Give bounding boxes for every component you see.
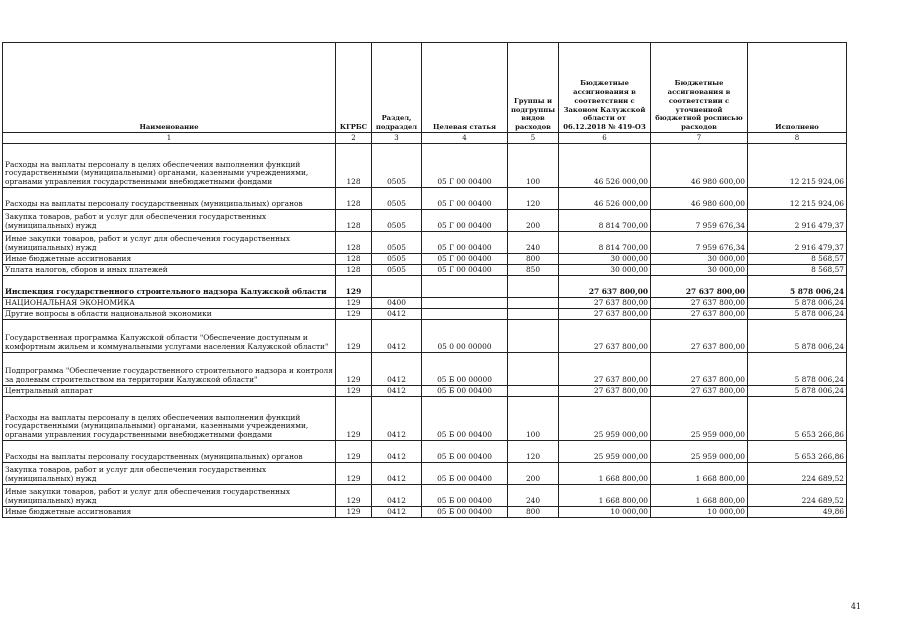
row-section: 0505 bbox=[372, 210, 422, 232]
row-law-amount: 27 637 800,00 bbox=[559, 353, 651, 386]
row-executed-amount: 49,86 bbox=[748, 507, 847, 518]
row-name: Расходы на выплаты персоналу в целях обеспечения выполнения функций государственными (муниципальными) органами, казенными учреждениями, органами управления государственными внебюджетными фондами bbox=[3, 144, 336, 188]
table-row bbox=[3, 485, 847, 507]
row-plan-amount: 27 637 800,00 bbox=[651, 276, 748, 298]
row-law-amount: 27 637 800,00 bbox=[559, 276, 651, 298]
row-section: 0412 bbox=[372, 353, 422, 386]
row-article: 05 Г 00 00400 bbox=[422, 188, 508, 210]
row-article: 05 0 00 00000 bbox=[422, 320, 508, 353]
row-law-amount: 10 000,00 bbox=[559, 507, 651, 518]
row-plan-amount: 7 959 676,34 bbox=[651, 232, 748, 254]
row-executed-amount: 8 568,57 bbox=[748, 254, 847, 265]
row-plan-amount: 27 637 800,00 bbox=[651, 320, 748, 353]
row-group: 240 bbox=[508, 232, 559, 254]
row-executed-amount: 2 916 479,37 bbox=[748, 210, 847, 232]
row-name: Иные закупки товаров, работ и услуг для обеспечения государственных (муниципальных) нужд bbox=[3, 232, 336, 254]
table-row bbox=[3, 144, 847, 188]
row-kgrbs: 128 bbox=[336, 210, 372, 232]
table-row bbox=[3, 210, 847, 232]
row-name: Иные бюджетные ассигнования bbox=[3, 254, 336, 265]
header-section: Раздел, подраздел bbox=[372, 43, 422, 133]
column-number: 2 bbox=[336, 133, 372, 144]
row-law-amount: 46 526 000,00 bbox=[559, 144, 651, 188]
row-name: Иные закупки товаров, работ и услуг для обеспечения государственных (муниципальных) нужд bbox=[3, 485, 336, 507]
row-kgrbs: 129 bbox=[336, 441, 372, 463]
row-plan-amount: 30 000,00 bbox=[651, 265, 748, 276]
row-executed-amount: 5 878 006,24 bbox=[748, 353, 847, 386]
row-executed-amount: 2 916 479,37 bbox=[748, 232, 847, 254]
row-kgrbs: 129 bbox=[336, 320, 372, 353]
row-section: 0412 bbox=[372, 463, 422, 485]
row-law-amount: 27 637 800,00 bbox=[559, 386, 651, 397]
table-row bbox=[3, 298, 847, 309]
row-section: 0412 bbox=[372, 397, 422, 441]
row-kgrbs: 129 bbox=[336, 386, 372, 397]
row-article: 05 Б 00 00000 bbox=[422, 353, 508, 386]
row-plan-amount: 27 637 800,00 bbox=[651, 298, 748, 309]
row-article bbox=[422, 276, 508, 298]
row-executed-amount: 12 215 924,06 bbox=[748, 188, 847, 210]
budget-table bbox=[2, 42, 847, 518]
row-article: 05 Б 00 00400 bbox=[422, 441, 508, 463]
row-name: Расходы на выплаты персоналу в целях обеспечения выполнения функций государственными (муниципальными) органами, казенными учреждениями, органами управления государственными внебюджетными фондами bbox=[3, 397, 336, 441]
row-law-amount: 27 637 800,00 bbox=[559, 320, 651, 353]
header-refined-allocation: Бюджетные ассигнования в соответствии с уточненной бюджетной росписью расходов bbox=[651, 43, 748, 133]
row-law-amount: 1 668 800,00 bbox=[559, 485, 651, 507]
row-executed-amount: 8 568,57 bbox=[748, 265, 847, 276]
row-name: Расходы на выплаты персоналу государственных (муниципальных) органов bbox=[3, 188, 336, 210]
row-kgrbs: 128 bbox=[336, 254, 372, 265]
column-number: 4 bbox=[422, 133, 508, 144]
row-group: 120 bbox=[508, 441, 559, 463]
row-section: 0412 bbox=[372, 309, 422, 320]
row-name: Подпрограмма "Обеспечение государственного строительного надзора и контроля за долевым строительством на территории Калужской области" bbox=[3, 353, 336, 386]
header-law-allocation: Бюджетные ассигнования в соответствии с Законом Калужской области от 06.12.2018 № 419-ОЗ bbox=[559, 43, 651, 133]
table-row bbox=[3, 265, 847, 276]
row-group: 800 bbox=[508, 254, 559, 265]
row-section: 0505 bbox=[372, 265, 422, 276]
row-kgrbs: 129 bbox=[336, 463, 372, 485]
row-group: 800 bbox=[508, 507, 559, 518]
row-section bbox=[372, 276, 422, 298]
row-name: Государственная программа Калужской области "Обеспечение доступным и комфортным жильем и коммунальными услугами населения Калужской области" bbox=[3, 320, 336, 353]
table-row bbox=[3, 254, 847, 265]
row-name: Иные бюджетные ассигнования bbox=[3, 507, 336, 518]
row-executed-amount: 5 878 006,24 bbox=[748, 309, 847, 320]
table-row bbox=[3, 309, 847, 320]
row-executed-amount: 5 878 006,24 bbox=[748, 386, 847, 397]
row-kgrbs: 128 bbox=[336, 188, 372, 210]
row-group: 100 bbox=[508, 397, 559, 441]
row-executed-amount: 5 878 006,24 bbox=[748, 320, 847, 353]
row-executed-amount: 224 689,52 bbox=[748, 485, 847, 507]
row-group bbox=[508, 353, 559, 386]
row-name: Уплата налогов, сборов и иных платежей bbox=[3, 265, 336, 276]
header-row bbox=[3, 43, 847, 133]
row-group bbox=[508, 309, 559, 320]
column-number: 8 bbox=[748, 133, 847, 144]
row-kgrbs: 128 bbox=[336, 265, 372, 276]
row-kgrbs: 129 bbox=[336, 309, 372, 320]
row-kgrbs: 129 bbox=[336, 276, 372, 298]
row-article: 05 Г 00 00400 bbox=[422, 254, 508, 265]
row-plan-amount: 30 000,00 bbox=[651, 254, 748, 265]
row-group: 240 bbox=[508, 485, 559, 507]
row-executed-amount: 5 653 266,86 bbox=[748, 397, 847, 441]
row-name: Закупка товаров, работ и услуг для обеспечения государственных (муниципальных) нужд bbox=[3, 210, 336, 232]
row-group: 100 bbox=[508, 144, 559, 188]
row-executed-amount: 5 878 006,24 bbox=[748, 276, 847, 298]
row-executed-amount: 5 878 006,24 bbox=[748, 298, 847, 309]
row-section: 0505 bbox=[372, 188, 422, 210]
column-number: 5 bbox=[508, 133, 559, 144]
row-article: 05 Г 00 00400 bbox=[422, 265, 508, 276]
row-article: 05 Г 00 00400 bbox=[422, 232, 508, 254]
row-section: 0505 bbox=[372, 232, 422, 254]
row-law-amount: 1 668 800,00 bbox=[559, 463, 651, 485]
row-group: 850 bbox=[508, 265, 559, 276]
row-law-amount: 25 959 000,00 bbox=[559, 397, 651, 441]
row-plan-amount: 27 637 800,00 bbox=[651, 309, 748, 320]
table-row bbox=[3, 353, 847, 386]
row-article: 05 Г 00 00400 bbox=[422, 144, 508, 188]
row-executed-amount: 12 215 924,06 bbox=[748, 144, 847, 188]
row-section: 0505 bbox=[372, 144, 422, 188]
header-executed: Исполнено bbox=[748, 43, 847, 133]
row-plan-amount: 25 959 000,00 bbox=[651, 397, 748, 441]
row-group bbox=[508, 320, 559, 353]
row-group bbox=[508, 298, 559, 309]
row-plan-amount: 1 668 800,00 bbox=[651, 463, 748, 485]
row-group: 200 bbox=[508, 210, 559, 232]
row-plan-amount: 46 980 600,00 bbox=[651, 188, 748, 210]
row-plan-amount: 1 668 800,00 bbox=[651, 485, 748, 507]
row-section: 0412 bbox=[372, 386, 422, 397]
page-number: 41 bbox=[850, 602, 861, 611]
row-name: Закупка товаров, работ и услуг для обеспечения государственных (муниципальных) нужд bbox=[3, 463, 336, 485]
row-kgrbs: 128 bbox=[336, 144, 372, 188]
row-group: 120 bbox=[508, 188, 559, 210]
row-section: 0412 bbox=[372, 485, 422, 507]
table-row bbox=[3, 441, 847, 463]
row-section: 0412 bbox=[372, 320, 422, 353]
table-row bbox=[3, 232, 847, 254]
row-law-amount: 8 814 700,00 bbox=[559, 232, 651, 254]
row-article: 05 Б 00 00400 bbox=[422, 397, 508, 441]
row-name: Расходы на выплаты персоналу государственных (муниципальных) органов bbox=[3, 441, 336, 463]
row-kgrbs: 129 bbox=[336, 397, 372, 441]
row-name: Другие вопросы в области национальной экономики bbox=[3, 309, 336, 320]
row-kgrbs: 129 bbox=[336, 353, 372, 386]
row-article: 05 Б 00 00400 bbox=[422, 463, 508, 485]
row-executed-amount: 224 689,52 bbox=[748, 463, 847, 485]
column-number: 3 bbox=[372, 133, 422, 144]
row-law-amount: 8 814 700,00 bbox=[559, 210, 651, 232]
header-kgrbs: КГРБС bbox=[336, 43, 372, 133]
row-plan-amount: 46 980 600,00 bbox=[651, 144, 748, 188]
column-number: 6 bbox=[559, 133, 651, 144]
row-section: 0412 bbox=[372, 507, 422, 518]
row-group: 200 bbox=[508, 463, 559, 485]
column-number: 7 bbox=[651, 133, 748, 144]
table-row bbox=[3, 188, 847, 210]
row-article: 05 Б 00 00400 bbox=[422, 507, 508, 518]
row-section: 0412 bbox=[372, 441, 422, 463]
row-name: Центральный аппарат bbox=[3, 386, 336, 397]
table-row bbox=[3, 463, 847, 485]
row-article: 05 Б 00 00400 bbox=[422, 485, 508, 507]
row-kgrbs: 128 bbox=[336, 232, 372, 254]
row-plan-amount: 10 000,00 bbox=[651, 507, 748, 518]
row-plan-amount: 7 959 676,34 bbox=[651, 210, 748, 232]
row-law-amount: 30 000,00 bbox=[559, 265, 651, 276]
row-group bbox=[508, 386, 559, 397]
table-row bbox=[3, 276, 847, 298]
row-kgrbs: 129 bbox=[336, 507, 372, 518]
header-target-article: Целевая статья bbox=[422, 43, 508, 133]
row-article bbox=[422, 298, 508, 309]
row-plan-amount: 27 637 800,00 bbox=[651, 353, 748, 386]
row-article bbox=[422, 309, 508, 320]
row-law-amount: 27 637 800,00 bbox=[559, 298, 651, 309]
row-section: 0400 bbox=[372, 298, 422, 309]
row-name: НАЦИОНАЛЬНАЯ ЭКОНОМИКА bbox=[3, 298, 336, 309]
row-kgrbs: 129 bbox=[336, 485, 372, 507]
table-row bbox=[3, 397, 847, 441]
row-name: Инспекция государственного строительного надзора Калужской области bbox=[3, 276, 336, 298]
row-executed-amount: 5 653 266,86 bbox=[748, 441, 847, 463]
row-law-amount: 46 526 000,00 bbox=[559, 188, 651, 210]
row-kgrbs: 129 bbox=[336, 298, 372, 309]
row-plan-amount: 25 959 000,00 bbox=[651, 441, 748, 463]
column-number: 1 bbox=[3, 133, 336, 144]
table-row bbox=[3, 386, 847, 397]
row-group bbox=[508, 276, 559, 298]
header-name: Наименование bbox=[3, 43, 336, 133]
table-row bbox=[3, 507, 847, 518]
row-law-amount: 27 637 800,00 bbox=[559, 309, 651, 320]
row-article: 05 Г 00 00400 bbox=[422, 210, 508, 232]
row-law-amount: 30 000,00 bbox=[559, 254, 651, 265]
row-section: 0505 bbox=[372, 254, 422, 265]
row-article: 05 Б 00 00400 bbox=[422, 386, 508, 397]
table-row bbox=[3, 320, 847, 353]
row-law-amount: 25 959 000,00 bbox=[559, 441, 651, 463]
column-number-row bbox=[3, 133, 847, 144]
row-plan-amount: 27 637 800,00 bbox=[651, 386, 748, 397]
header-expense-group: Группы и подгруппы видов расходов bbox=[508, 43, 559, 133]
